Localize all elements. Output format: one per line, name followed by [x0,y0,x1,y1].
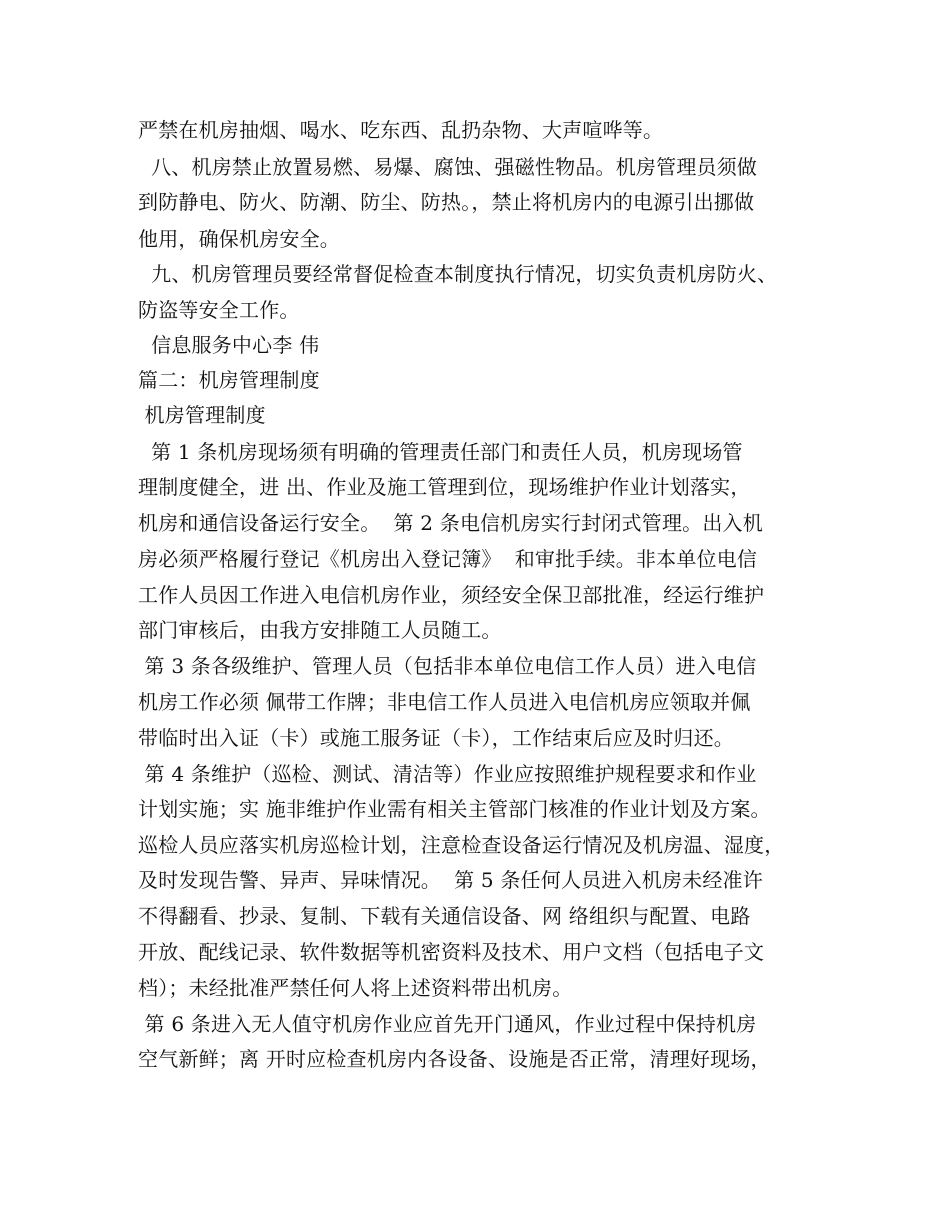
text-line: 及时发现告警、异声、异味情况。 第 5 条任何人员进入机房未经准许 [138,868,763,892]
text-line: 到防静电、防火、防潮、防尘、防热。，禁止将机房内的电源引出挪做 [138,190,755,214]
text-line: 第 3 条各级维护、管理人员（包括非本单位电信工作人员）进入电信 [138,654,757,678]
text-line: 九、机房管理员要经常督促检查本制度执行情况，切实负责机房防火、 [138,262,778,286]
section-heading: 篇二：机房管理制度 [138,368,320,392]
text-line: 带临时出入证（卡）或施工服务证（卡），工作结束后应及时归还。 [138,726,734,750]
text-line: 严禁在机房抽烟、喝水、吃东西、乱扔杂物、大声喧哗等。 [138,118,664,142]
text-line: 部门审核后，由我方安排随工人员随工。 [138,618,502,642]
text-line: 第 6 条进入无人值守机房作业应首先开门通风，作业过程中保持机房 [138,1012,757,1036]
text-line: 他用，确保机房安全。 [138,227,340,251]
text-line: 机房和通信设备运行安全。 第 2 条电信机房实行封闭式管理。出入机 [138,511,763,535]
text-line: 不得翻看、抄录、复制、下载有关通信设备、网 络组织与配置、电路 [138,904,751,928]
text-line: 开放、配线记录、软件数据等机密资料及技术、用户文档（包括电子文 [138,940,765,964]
text-line: 巡检人员应落实机房巡检计划，注意检查设备运行情况及机房温、湿度， [138,833,785,857]
text-line: 理制度健全，进 出、作业及施工管理到位，现场维护作业计划落实， [138,475,751,499]
text-line: 信息服务中心李 伟 [138,333,320,357]
text-line: 工作人员因工作进入电信机房作业，须经安全保卫部批准，经运行维护 [138,583,765,607]
text-line: 空气新鲜；离 开时应检查机房内各设备、设施是否正常，清理好现场， [138,1047,771,1071]
text-line: 防盗等安全工作。 [138,298,300,322]
text-line: 房必须严格履行登记《机房出入登记簿》 和审批手续。非本单位电信 [138,547,758,571]
text-line: 第 4 条维护（巡检、测试、清洁等）作业应按照维护规程要求和作业 [138,762,757,786]
text-line: 档）；未经批准严禁任何人将上述资料带出机房。 [138,976,573,1000]
document-title: 机房管理制度 [138,403,266,427]
text-line: 第 1 条机房现场须有明确的管理责任部门和责任人员，机房现场管 [138,440,743,464]
text-line: 八、机房禁止放置易燃、易爆、腐蚀、强磁性物品。机房管理员须做 [138,155,758,179]
text-line: 计划实施；实 施非维护作业需有相关主管部门核准的作业计划及方案。 [138,797,771,821]
text-line: 机房工作必须 佩带工作牌；非电信工作人员进入电信机房应领取并佩 [138,690,751,714]
